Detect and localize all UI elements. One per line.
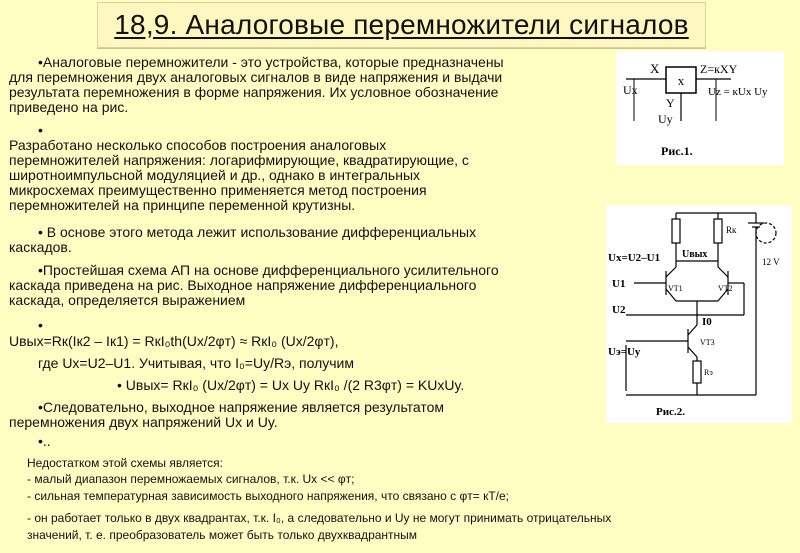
text-line: перемножения двух напряжений Ux и Uy. xyxy=(9,414,278,430)
label-12v: 12 V xyxy=(762,257,780,267)
text-line: для перемножения двух аналоговых сигналов в виде напряжения и выдачи xyxy=(9,69,503,85)
figure-1 xyxy=(616,51,784,165)
text-line: приведено на рис. xyxy=(9,99,129,115)
paragraph-basis-cont xyxy=(9,240,72,255)
label-x: X xyxy=(650,61,660,76)
text-line: •Следовательно, выходное напряжение является результатом xyxy=(38,399,445,415)
paragraph-circuit xyxy=(38,263,499,278)
note-item: значений, т. е. преобразователь может быть только двухквадрантным xyxy=(27,528,418,542)
label-ux: Ux xyxy=(623,83,638,97)
paragraph-methods xyxy=(9,138,469,213)
label-uy: Uy xyxy=(658,112,673,126)
paragraph-definition xyxy=(38,55,504,70)
text-line: • В основе этого метода лежит использование дифференциальных xyxy=(38,224,477,240)
paragraph-circuit-cont xyxy=(9,278,476,308)
text-line: микросхемах преимущественно применяется метод построения xyxy=(9,182,427,198)
slide-title-box xyxy=(97,2,706,48)
formula-where: где Ux=U2–U1. Учитывая, что I₀=Uy/Rэ, получим xyxy=(38,355,354,371)
multiplier-box-symbol: x xyxy=(677,73,685,88)
text-line: •Аналоговые перемножители - это устройства, которые предназначены xyxy=(38,54,504,70)
text-line: каскадов. xyxy=(9,239,72,255)
formula-result: • Uвых= RкI₀ (Ux/2φт) = Ux Uy RкI₀ /(2 R3φт) = KUxUy. xyxy=(117,377,465,393)
label-uy-re: Uэ=Uy xyxy=(608,346,641,358)
bullet-dots: •.. xyxy=(38,433,51,449)
label-uz: Uz = кUx Uy xyxy=(708,86,768,98)
note-heading: Недостатком этой схемы является: xyxy=(27,456,223,470)
text-line: каскада, определяется выражением xyxy=(9,292,246,308)
paragraph-conclusion xyxy=(38,400,444,415)
label-vt2: VT2 xyxy=(718,284,733,293)
label-vt1: VT1 xyxy=(668,284,683,293)
note-item: - сильная температурная зависимость выходного напряжения, что связано с φт= кТ/е; xyxy=(27,489,510,503)
paragraph-conclusion-cont xyxy=(9,415,278,430)
figure-2 xyxy=(606,205,792,423)
bullet-empty: • xyxy=(38,122,43,138)
differential-multiplier-circuit xyxy=(606,205,792,423)
text-line: перемножителей напряжения: логарифмирующие, квадратирующие, с xyxy=(9,152,469,168)
label-re: Rэ xyxy=(704,368,713,377)
note-item: - он работает только в двух квадрантах, т.к. I₀, а следовательно и Uy не могут принимать отрицательных xyxy=(27,511,612,525)
text-line: широтноимпульсной модуляцией и др., однако в интегральных xyxy=(9,167,421,183)
paragraph-basis xyxy=(38,225,476,240)
label-rk: Rк xyxy=(726,225,737,235)
text-line: •Простейшая схема АП на основе дифференциального усилительного xyxy=(38,262,499,278)
text-line: каскада приведена на рис. Выходное напряжение дифференциального xyxy=(9,277,477,293)
slide-title: 18,9. Аналоговые перемножители сигналов xyxy=(114,9,689,40)
label-i0: I0 xyxy=(702,316,712,328)
label-y: Y xyxy=(666,96,675,110)
bullet-empty-2: • xyxy=(38,317,43,333)
figure-2-caption: Рис.2. xyxy=(656,406,685,418)
text-line: Разработано несколько способов построения аналоговых xyxy=(9,137,387,153)
label-u2: U2 xyxy=(612,304,626,316)
paragraph-definition-cont xyxy=(9,70,502,115)
formula-output: Uвых=Rк(Iк2 – Iк1) = RкI₀th(Ux/2φт) ≈ RкI₀ (Ux/2φт), xyxy=(9,333,339,349)
label-vt3: VT3 xyxy=(700,338,715,347)
label-ux-diff: Ux=U2–U1 xyxy=(608,252,661,264)
label-uvyx: Uвых xyxy=(682,249,708,260)
figure-1-caption: Рис.1. xyxy=(661,144,693,158)
text-line: результата перемножения в форме напряжения. Их условное обозначение xyxy=(9,84,499,100)
text-line: перемножителей на принципе переменной крутизны. xyxy=(9,197,356,213)
label-z: Z=кXY xyxy=(700,62,738,76)
label-u1: U1 xyxy=(612,278,626,290)
multiplier-symbol-diagram xyxy=(616,51,784,165)
note-item: - малый диапазон перемножаемых сигналов, т.к. Ux << φт; xyxy=(27,472,355,486)
